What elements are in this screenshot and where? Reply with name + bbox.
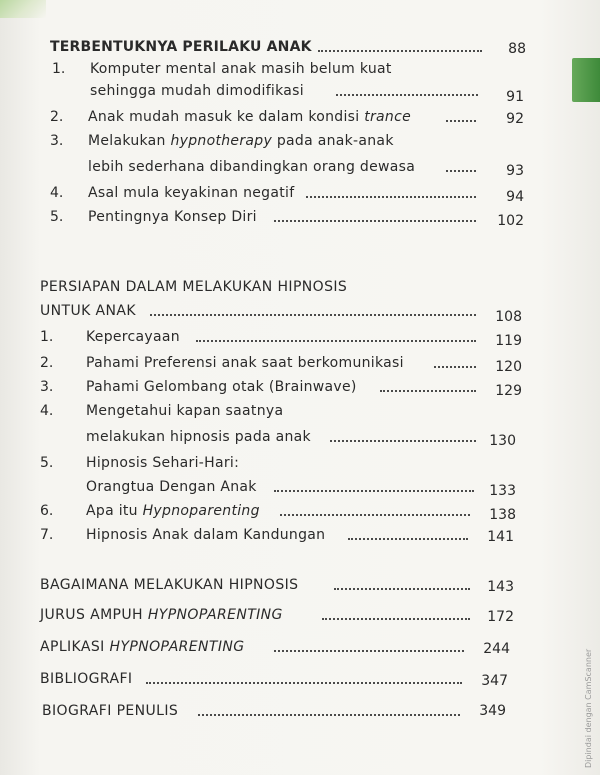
entry-number: 4.	[40, 403, 54, 419]
chapter-title: APLIKASI HYPNOPARENTING	[40, 639, 245, 655]
page-number: 347	[481, 673, 508, 689]
toc-entry[interactable]	[0, 326, 600, 348]
toc-entry[interactable]	[0, 400, 600, 422]
page-number: 119	[495, 333, 522, 349]
toc-section-heading[interactable]	[0, 36, 600, 58]
entry-title: Pahami Gelombang otak (Brainwave)	[86, 379, 357, 395]
entry-number: 3.	[50, 133, 64, 149]
toc-entry[interactable]	[0, 352, 600, 374]
dot-leader	[318, 49, 482, 52]
dot-leader	[434, 365, 476, 368]
dot-leader	[196, 339, 476, 342]
dot-leader	[150, 313, 476, 316]
page-number: 88	[508, 41, 526, 57]
toc-section-heading-continuation[interactable]	[0, 300, 600, 325]
dot-leader	[330, 439, 476, 442]
toc-entry[interactable]	[0, 206, 600, 228]
toc-entry[interactable]	[0, 182, 600, 204]
toc-entry-continuation[interactable]	[0, 156, 600, 178]
entry-title-line2: sehingga mudah dimodifikasi	[90, 83, 304, 99]
page-number: 102	[497, 213, 524, 229]
page-number: 244	[483, 641, 510, 657]
toc-entry[interactable]	[0, 452, 600, 474]
toc-section-heading[interactable]	[0, 276, 600, 298]
dot-leader	[446, 169, 476, 172]
dot-leader	[198, 713, 460, 716]
toc-entry[interactable]	[0, 130, 600, 152]
dot-leader	[446, 119, 476, 122]
page-number: 129	[495, 383, 522, 399]
dot-leader	[274, 219, 476, 222]
section-title: PERSIAPAN DALAM MELAKUKAN HIPNOSIS	[40, 279, 348, 295]
section-title-line2: UNTUK ANAK	[40, 303, 136, 319]
page-number: 133	[489, 483, 516, 499]
entry-title: Asal mula keyakinan negatif	[88, 185, 295, 201]
entry-title: Apa itu Hypnoparenting	[86, 503, 260, 519]
dot-leader	[274, 489, 474, 492]
page-number: 138	[489, 507, 516, 523]
toc-entry[interactable]	[0, 106, 600, 128]
entry-title-line2: lebih sederhana dibandingkan orang dewasa	[88, 159, 416, 175]
toc-entry-continuation[interactable]	[0, 476, 600, 498]
page-number: 93	[506, 163, 524, 179]
toc-entry-continuation[interactable]	[0, 80, 600, 105]
section-title: TERBENTUKNYA PERILAKU ANAK	[50, 39, 312, 55]
entry-number: 4.	[50, 185, 64, 201]
entry-number: 5.	[40, 455, 54, 471]
page-number: 349	[479, 703, 506, 719]
toc-entry[interactable]	[0, 500, 600, 522]
entry-title: Pahami Preferensi anak saat berkomunikasi	[86, 355, 404, 371]
page-number: 141	[487, 529, 514, 545]
toc-entry[interactable]	[0, 524, 600, 546]
dot-leader	[146, 681, 462, 684]
chapter-title: JURUS AMPUH HYPNOPARENTING	[40, 607, 283, 623]
entry-title: Hipnosis Sehari-Hari:	[86, 455, 240, 471]
entry-title: Anak mudah masuk ke dalam kondisi trance	[88, 109, 411, 125]
entry-number: 2.	[50, 109, 64, 125]
page-number: 143	[487, 579, 514, 595]
toc-entry[interactable]	[0, 376, 600, 398]
dot-leader	[336, 93, 478, 96]
dot-leader	[322, 617, 470, 620]
toc-entry-continuation[interactable]	[0, 426, 600, 448]
chapter-title: BIBLIOGRAFI	[40, 671, 133, 687]
entry-title: Melakukan hypnotherapy pada anak-anak	[88, 133, 394, 149]
toc-chapter[interactable]	[0, 604, 600, 626]
entry-title: Komputer mental anak masih belum kuat	[90, 61, 392, 77]
chapter-title: BAGAIMANA MELAKUKAN HIPNOSIS	[40, 577, 299, 593]
page-number: 91	[506, 89, 524, 105]
page-corner-shadow	[0, 0, 46, 18]
dot-leader	[306, 195, 476, 198]
dot-leader	[274, 649, 464, 652]
entry-number: 1.	[52, 61, 66, 77]
page-number: 130	[489, 433, 516, 449]
toc-chapter[interactable]	[0, 700, 600, 722]
entry-number: 3.	[40, 379, 54, 395]
page-number: 108	[495, 309, 522, 325]
scanner-watermark: Dipindai dengan CamScanner	[584, 648, 593, 768]
page-number: 92	[506, 111, 524, 127]
entry-number: 2.	[40, 355, 54, 371]
toc-chapter[interactable]	[0, 574, 600, 596]
dot-leader	[348, 537, 468, 540]
toc-entry[interactable]	[0, 58, 600, 80]
entry-title-line2: melakukan hipnosis pada anak	[86, 429, 311, 445]
page-number: 172	[487, 609, 514, 625]
dot-leader	[334, 587, 470, 590]
chapter-title: BIOGRAFI PENULIS	[42, 703, 179, 719]
page-number: 120	[495, 359, 522, 375]
entry-title-line2: Orangtua Dengan Anak	[86, 479, 257, 495]
entry-number: 1.	[40, 329, 54, 345]
entry-title: Pentingnya Konsep Diri	[88, 209, 257, 225]
dot-leader	[380, 389, 476, 392]
dot-leader	[280, 513, 470, 516]
entry-number: 7.	[40, 527, 54, 543]
toc-chapter[interactable]	[0, 636, 600, 658]
entry-title: Hipnosis Anak dalam Kandungan	[86, 527, 326, 543]
toc-chapter[interactable]	[0, 668, 600, 690]
entry-title: Kepercayaan	[86, 329, 180, 345]
page-number: 94	[506, 189, 524, 205]
entry-number: 6.	[40, 503, 54, 519]
entry-number: 5.	[50, 209, 64, 225]
entry-title: Mengetahui kapan saatnya	[86, 403, 284, 419]
